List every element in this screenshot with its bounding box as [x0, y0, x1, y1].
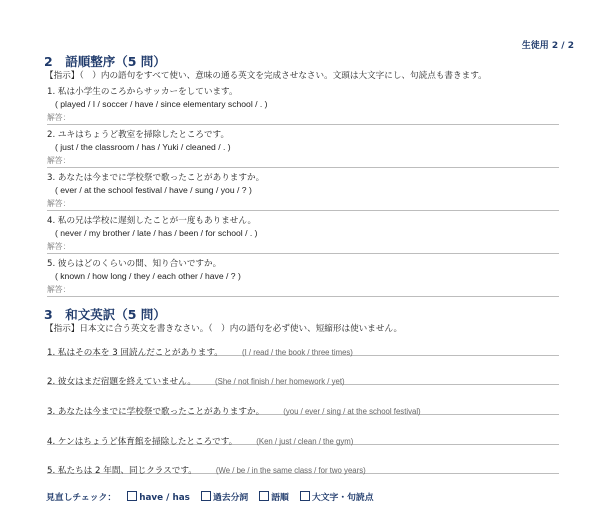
section-3-instruction: 【指示】日本文に合う英文を書きなさい。（ ）内の語句を必ず使い、短縮形は使いません。	[45, 324, 403, 334]
question-word-list: ( ever / at the school festival / have / sung / you / ? )	[55, 185, 252, 195]
question-japanese: 5. 私たちは 2 年間、同じクラスです。	[47, 466, 197, 476]
question-word-list: ( just / the classroom / has / Yuki / cleaned / . )	[55, 142, 231, 152]
question-hint: (I / read / the book / three times)	[241, 348, 353, 357]
page-label: 生徒用 2 / 2	[521, 41, 574, 51]
question-hint: (She / not finish / her homework / yet)	[215, 377, 345, 386]
question-hint: (you / ever / sing / at the school festival)	[283, 407, 421, 416]
reorder-question-3	[47, 172, 559, 196]
question-japanese: 3. あなたは今までに学校祭で歌ったことがありますか。	[47, 407, 265, 417]
section-3-title: 3 和文英訳（5 問）	[44, 307, 166, 322]
question-word-list: ( played / I / soccer / have / since elementary school / . )	[55, 99, 268, 109]
reorder-question-4	[47, 215, 559, 239]
answer-line-4[interactable]: 解答：	[47, 241, 559, 254]
answer-line-1[interactable]: 解答：	[47, 112, 559, 125]
question-japanese: 2. ユキはちょうど教室を掃除したところです。	[47, 130, 230, 140]
question-word-list: ( known / how long / they / each other / have / ? )	[55, 271, 241, 281]
question-japanese: 2. 彼女はまだ宿題を終えていません。	[47, 377, 196, 387]
answer-line-2[interactable]: 解答：	[47, 155, 559, 168]
question-japanese: 1. 私は小学生のころからサッカーをしています。	[47, 87, 238, 97]
question-japanese: 1. 私はその本を 3 回読んだことがあります。	[47, 348, 223, 358]
reorder-question-2	[47, 129, 559, 153]
section-2-instruction: 【指示】（ ）内の語句をすべて使い、意味の通る英文を完成させなさい。文頭は大文字にし、句読点も書きます。	[45, 71, 487, 81]
checklist-item-word-order[interactable]: 語順	[259, 493, 289, 503]
checklist-item-past-participle[interactable]: 過去分詞	[201, 493, 248, 503]
answer-line-3[interactable]: 解答：	[47, 198, 559, 211]
translation-question-3[interactable]	[47, 399, 559, 415]
checklist-item-have-has[interactable]: have / has	[127, 493, 190, 503]
translation-question-5[interactable]	[47, 458, 559, 474]
question-hint: (We / be / in the same class / for two years)	[215, 466, 366, 475]
question-hint: (Ken / just / clean / the gym)	[256, 437, 354, 446]
translation-question-4[interactable]	[47, 429, 559, 445]
question-word-list: ( never / my brother / late / has / been / for school / . )	[55, 228, 258, 238]
checkbox-icon[interactable]	[201, 491, 211, 501]
question-japanese: 4. 私の兄は学校に遅刻したことが一度もありません。	[47, 216, 257, 226]
reorder-question-1	[47, 86, 559, 110]
translation-question-2[interactable]	[47, 369, 559, 385]
review-checklist	[46, 490, 374, 503]
question-japanese: 4. ケンはちょうど体育館を掃除したところです。	[47, 437, 238, 447]
translation-question-1[interactable]	[47, 340, 559, 356]
checklist-item-capitalization[interactable]: 大文字・句読点	[300, 493, 374, 503]
question-japanese: 5. 彼らはどのくらいの間、知り合いですか。	[47, 259, 222, 269]
checklist-label: 見直しチェック：	[46, 493, 117, 503]
reorder-question-5	[47, 258, 559, 282]
checkbox-icon[interactable]	[127, 491, 137, 501]
section-2-title: 2 語順整序（5 問）	[44, 54, 166, 69]
question-japanese: 3. あなたは今までに学校祭で歌ったことがありますか。	[47, 173, 265, 183]
checkbox-icon[interactable]	[300, 491, 310, 501]
checkbox-icon[interactable]	[259, 491, 269, 501]
answer-line-5[interactable]: 解答：	[47, 284, 559, 297]
